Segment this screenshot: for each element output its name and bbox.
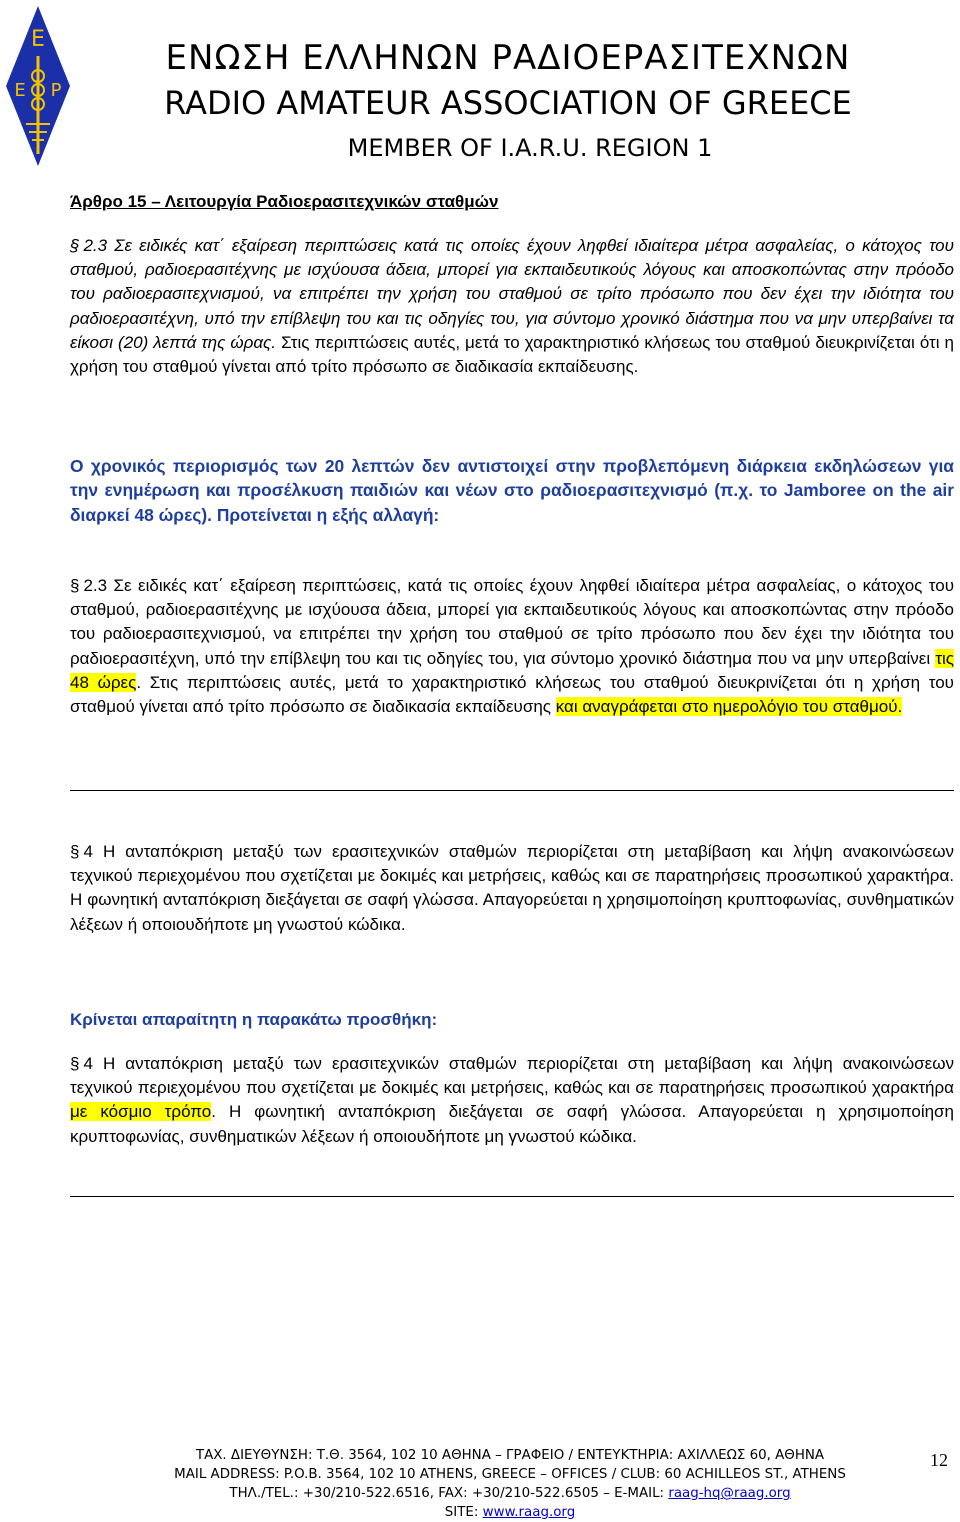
- logo-letter-left: Ε: [14, 80, 26, 101]
- footer-address-english: MAIL ADDRESS: P.O.B. 3564, 102 10 ATHENS, GREECE – OFFICES / CLUB: 60 ACHILLEOS ST., ATHENS: [174, 1467, 846, 1482]
- footer-site-link[interactable]: www.raag.org: [482, 1505, 576, 1520]
- footer-site-label: SITE:: [444, 1505, 479, 1520]
- divider: [70, 790, 954, 791]
- paragraph-text-continued: . Στις περιπτώσεις αυτές, μετά το χαρακτηριστικό κλήσεως του σταθμού διευκρινίζεται ότι η χρήση του σταθμού γίνεται από τρίτο πρόσωπο σε διαδικασία εκπαίδευσης: [70, 672, 954, 717]
- paragraph-original-4: [70, 840, 954, 937]
- footer-site: [0, 1503, 960, 1522]
- section-mark: §: [70, 576, 80, 595]
- highlight-logbook: και αναγράφεται στο ημερολόγιο του σταθμού.: [555, 697, 903, 717]
- paragraph-original-2-3: [70, 234, 954, 379]
- paragraph-text: 4 Η ανταπόκριση μεταξύ των ερασιτεχνικών σταθμών περιορίζεται στη μεταβίβαση και λήψη ανακοινώσεων τεχνικού περιεχομένου που σχετίζεται με δοκιμές και μετρήσεις, καθώς και σε παρατηρήσεις προσωπικού χαρακτήρα. Η φωνητική ανταπόκριση διεξάγεται σε σαφή γλώσσα. Απαγορεύεται η χρησιμοποίηση κρυπτοφωνίας, συνθηματικών λέξεων ή οποιουδήποτε μη γνωστού κώδικα.: [70, 842, 954, 934]
- section-mark: §: [70, 842, 80, 861]
- article-title: Άρθρο 15 – Λειτουργία Ραδιοερασιτεχνικών σταθμών: [70, 192, 499, 211]
- footer-phone-fax: ΤΗΛ./TEL.: +30/210-522.6516, FAX: +30/210-522.6505 – E-MAIL:: [229, 1486, 665, 1501]
- paragraph-text: 2.3 Σε ειδικές κατ΄ εξαίρεση περιπτώσεις κατά τις οποίες έχουν ληφθεί ιδιαίτερα μέτρα ασφαλείας, ο κάτοχος του σταθμού, ραδιοερασιτέχνης με ισχύουσα άδεια, μπορεί για εκπαιδευτικούς λόγους και αποσκοπώντας στην πρόοδο του ραδιοερασιτεχνισμού, να επιτρέπει την χρήση του σταθμού σε τρίτο πρόσωπο που δεν έχει την ιδιότητα του ραδιοερασιτέχνη, υπό την επίβλεψη του και τις οδηγίες του, για σύντομο χρονικό διάστημα που να μην υπερβαίνει τα είκοσι (20) λεπτά της ώρας.: [70, 236, 954, 352]
- paragraph-text-continued: Στις περιπτώσεις αυτές, μετά το χαρακτηριστικό κλήσεως του σταθμού διευκρινίζεται ότι η χρήση του σταθμού γίνεται από τρίτο πρόσωπο σε διαδικασία εκπαίδευσης.: [70, 332, 955, 377]
- highlight-48-hours: τις 48 ώρες: [70, 648, 954, 692]
- logo-letter-top: Ε: [31, 27, 45, 52]
- footer-email-link[interactable]: raag-hq@raag.org: [668, 1486, 791, 1501]
- logo-letter-right: Ρ: [50, 80, 62, 101]
- footer-contact: [0, 1484, 960, 1503]
- highlight-decent-manner: με κόσμιο τρόπο: [70, 1102, 212, 1122]
- paragraph-proposed-4: [70, 1052, 954, 1149]
- paragraph-text: 2.3 Σε ειδικές κατ΄ εξαίρεση περιπτώσεις, κατά τις οποίες έχουν ληφθεί ιδιαίτερα μέτρα ασφαλείας, ο κάτοχος του σταθμού, ραδιοερασιτέχνης με ισχύουσα άδεια, μπορεί για εκπαιδευτικούς λόγους και αποσκοπώντας στην πρόοδο του ραδιοερασιτεχνισμού, να επιτρέπει την χρήση του σταθμού σε τρίτο πρόσωπο που δεν έχει την ιδιότητα του ραδιοερασιτέχνη, υπό την επίβλεψη του και τις οδηγίες του, για σύντομο χρονικό διάστημα που να μην υπερβαίνει: [70, 576, 954, 668]
- header-title-english: RADIO AMATEUR ASSOCIATION OF GREECE: [164, 84, 852, 122]
- paragraph-text-continued: . Η φωνητική ανταπόκριση διεξάγεται σε σαφή γλώσσα. Απαγορεύεται η χρησιμοποίηση κρυπτοφωνίας, συνθηματικών λέξεων ή οποιουδήποτε μη γνωστού κώδικα.: [70, 1102, 954, 1146]
- comment-addition: Κρίνεται απαραίτητη η παρακάτω προσθήκη:: [70, 1010, 438, 1029]
- section-mark: §: [70, 1054, 80, 1073]
- header-membership: MEMBER OF I.A.R.U. REGION 1: [347, 134, 713, 162]
- footer-address-greek: ΤΑΧ. ΔΙΕΥΘΥΝΣΗ: Τ.Θ. 3564, 102 10 ΑΘΗΝΑ – ΓΡΑΦΕΙΟ / ΕΝΤΕΥΚΤΗΡΙΑ: ΑΧΙΛΛΕΩΣ 60, ΑΘΗΝΑ: [195, 1448, 825, 1463]
- divider: [70, 1196, 954, 1197]
- page-number: 12: [930, 1450, 948, 1470]
- section-mark: §: [70, 236, 80, 255]
- paragraph-text: 4 Η ανταπόκριση μεταξύ των ερασιτεχνικών σταθμών περιορίζεται στη μεταβίβαση και λήψη ανακοινώσεων τεχνικού περιεχομένου που σχετίζεται με δοκιμές και μετρήσεις, καθώς και σε παρατηρήσεις προσωπικού χαρακτήρα: [70, 1054, 954, 1098]
- header-title-greek: ΕΝΩΣΗ ΕΛΛΗΝΩΝ ΡΑΔΙΟΕΡΑΣΙΤΕΧΝΩΝ: [165, 38, 851, 78]
- paragraph-proposed-2-3: [70, 574, 954, 719]
- comment-time-limit: Ο χρονικός περιορισμός των 20 λεπτών δεν αντιστοιχεί στην προβλεπόμενη διάρκεια εκδηλώσεων για την ενημέρωση και προσέλκυση παιδιών και νέων στο ραδιοερασιτεχνισμό (π.χ. το Jamboree on the air διαρκεί 48 ώρες). Προτείνεται η εξής αλλαγή:: [70, 456, 954, 525]
